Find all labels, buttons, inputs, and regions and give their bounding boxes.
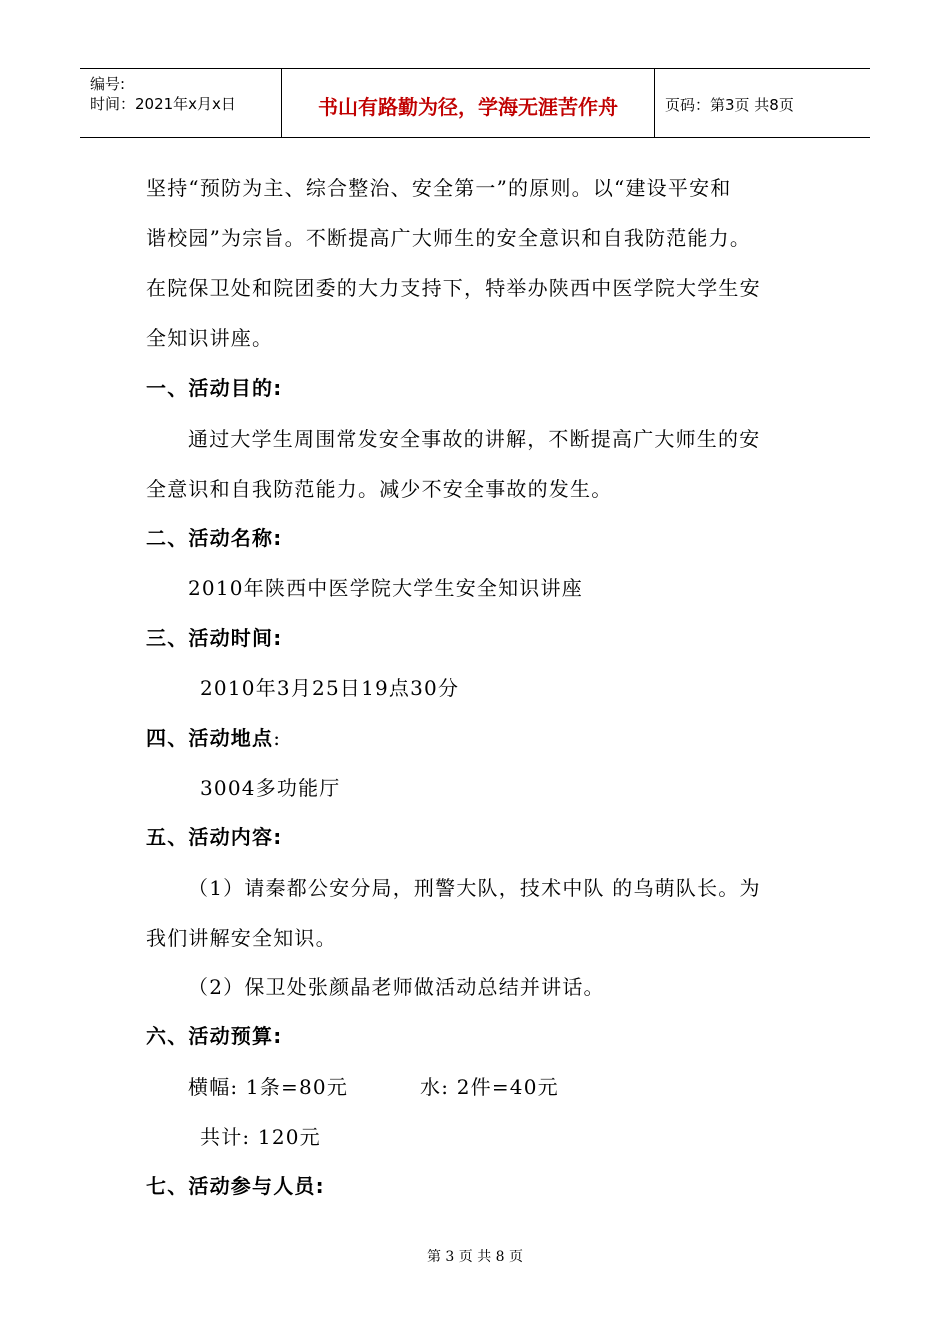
section-heading: 三、活动时间: bbox=[146, 626, 283, 650]
section-text: 3004多功能厅 bbox=[200, 776, 341, 800]
heading-colon: : bbox=[273, 726, 282, 750]
section-text: （1）请秦都公安分局，刑警大队，技术中队 的乌萌队长。为 bbox=[188, 876, 761, 900]
section-heading-row bbox=[146, 722, 281, 751]
section-text: （2）保卫处张颜晶老师做活动总结并讲话。 bbox=[188, 975, 605, 999]
section-heading: 六、活动预算: bbox=[146, 1024, 283, 1048]
section-text: 通过大学生周围常发安全事故的讲解，不断提高广大师生的安 bbox=[188, 427, 761, 451]
section-heading: 五、活动内容: bbox=[146, 825, 283, 849]
number-label: 编号: bbox=[90, 75, 126, 93]
page-info: 页码：第3页 共8页 bbox=[665, 96, 794, 114]
motto: 书山有路勤为径，学海无涯苦作舟 bbox=[318, 95, 618, 119]
section-text: 2010年陕西中医学院大学生安全知识讲座 bbox=[188, 576, 583, 600]
page-footer: 第 3 页 共 8 页 bbox=[426, 1249, 524, 1265]
header-table bbox=[80, 68, 870, 138]
budget-water: 水: 2件=40元 bbox=[420, 1075, 559, 1099]
header-left-cell bbox=[80, 69, 280, 137]
intro-line: 谐校园”为宗旨。不断提高广大师生的安全意识和自我防范能力。 bbox=[146, 226, 752, 250]
budget-total: 共计: 120元 bbox=[200, 1125, 321, 1149]
section-text: 全意识和自我防范能力。减少不安全事故的发生。 bbox=[146, 477, 613, 501]
intro-line: 全知识讲座。 bbox=[146, 326, 274, 350]
header-right-cell bbox=[655, 69, 870, 137]
section-text: 我们讲解安全知识。 bbox=[146, 926, 337, 950]
section-heading: 二、活动名称: bbox=[146, 526, 283, 550]
section-heading: 一、活动目的: bbox=[146, 376, 283, 400]
header-center-cell bbox=[281, 69, 655, 137]
time-label: 时间：2021年x月x日 bbox=[90, 95, 236, 113]
budget-banner: 横幅: 1条=80元 bbox=[188, 1075, 349, 1099]
intro-line: 在院保卫处和院团委的大力支持下，特举办陕西中医学院大学生安 bbox=[146, 276, 761, 300]
intro-line: 坚持“预防为主、综合整治、安全第一”的原则。以“建设平安和 bbox=[146, 176, 732, 200]
section-heading: 七、活动参与人员: bbox=[146, 1174, 325, 1198]
section-heading: 四、活动地点 bbox=[146, 726, 274, 750]
section-text: 2010年3月25日19点30分 bbox=[200, 676, 460, 700]
